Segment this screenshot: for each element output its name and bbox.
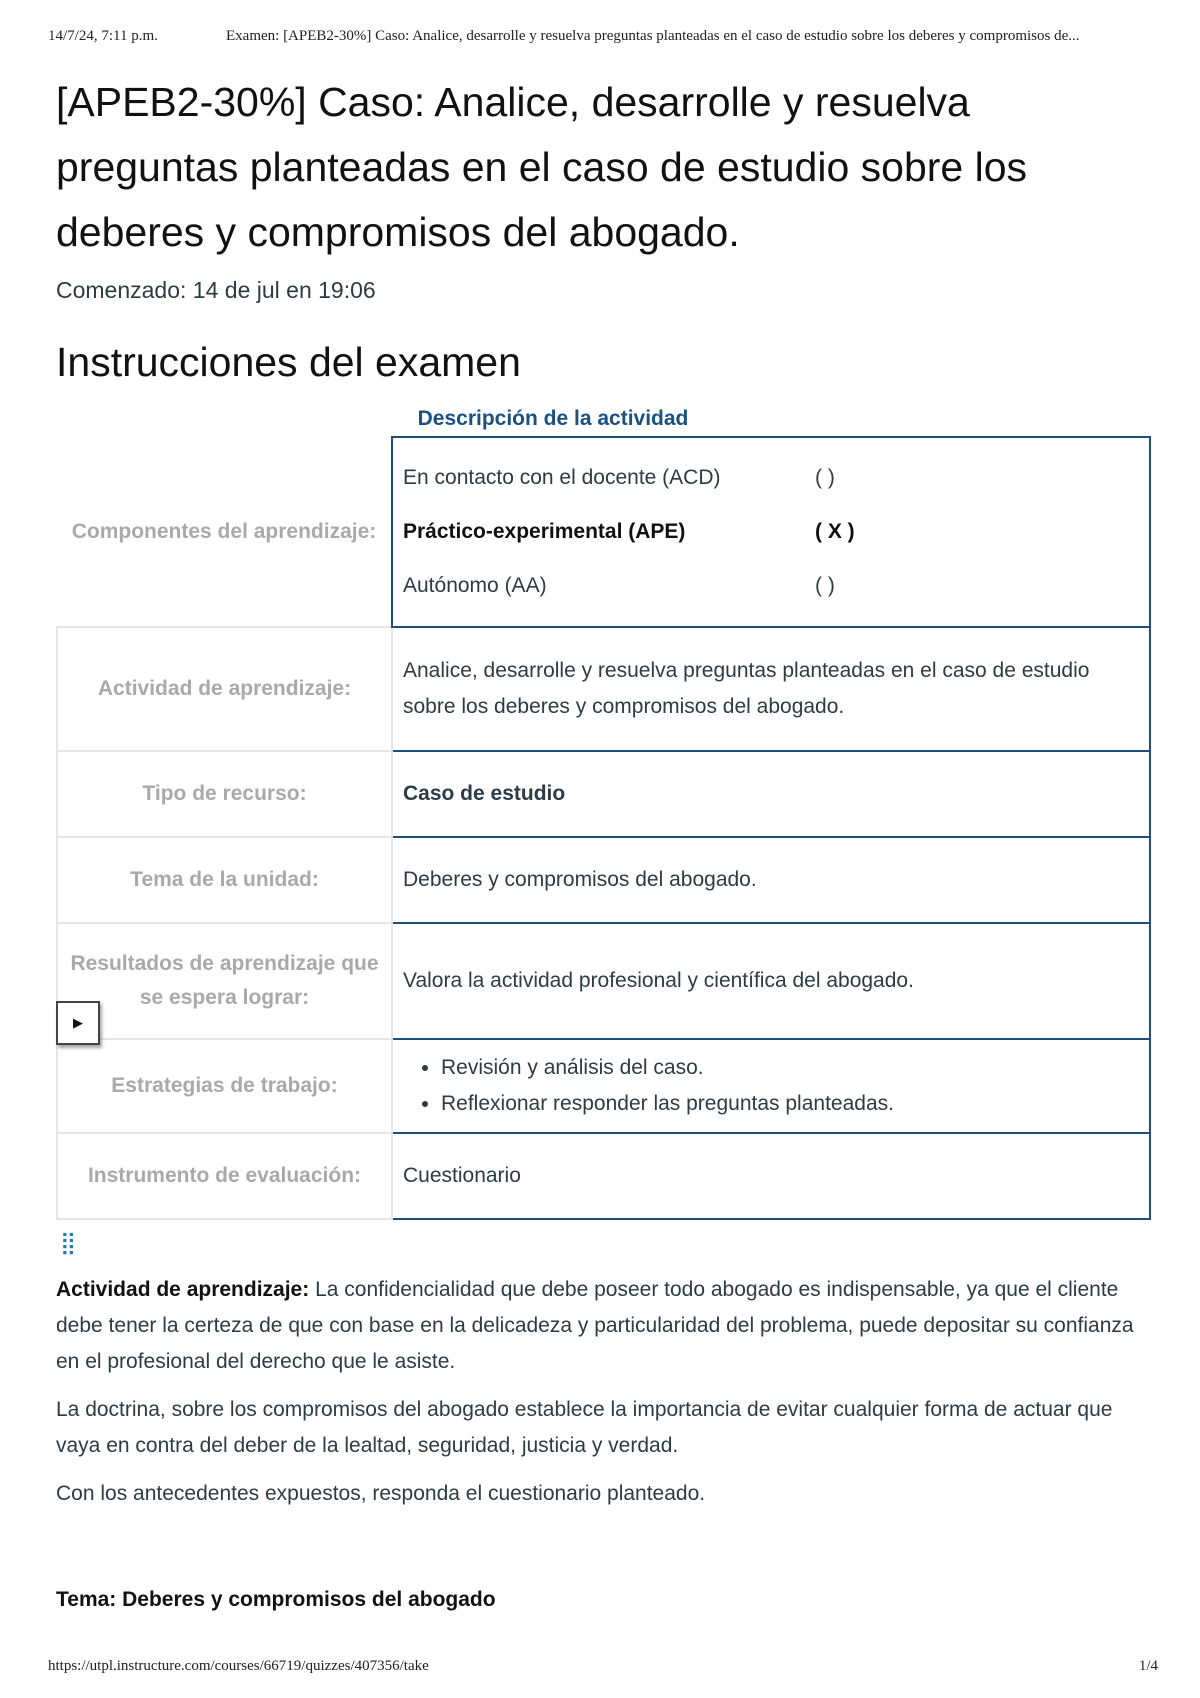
modality-mark: ( ) <box>815 574 835 597</box>
components-value <box>392 437 1150 627</box>
print-footer <box>48 1658 1158 1675</box>
resource-value: Caso de estudio <box>392 751 1150 837</box>
page-number: 1/4 <box>1138 1658 1158 1674</box>
row-outcomes <box>57 923 1150 1039</box>
row-components <box>57 437 1150 627</box>
topic-label: Tema de la unidad: <box>57 837 392 923</box>
activity-label: Actividad de aprendizaje: <box>57 627 392 751</box>
print-header <box>48 28 1158 45</box>
drag-dots-icon[interactable]: ⣿ <box>60 1230 77 1255</box>
components-label: Componentes del aprendizaje: <box>71 519 377 543</box>
row-resource <box>57 751 1150 837</box>
modality-aa <box>403 559 1139 613</box>
quiz-content <box>56 70 1156 1612</box>
print-url: https://utpl.instructure.com/courses/66719/quizzes/407356/take <box>48 1658 429 1674</box>
activity-value: Analice, desarrolle y resuelva preguntas planteadas en el caso de estudio sobre los deberes y compromisos del abogado. <box>392 627 1150 751</box>
row-evaluation <box>57 1133 1150 1219</box>
doctrine-paragraph: La doctrina, sobre los compromisos del abogado establece la importancia de evitar cualquier forma de actuar que vaya en contra del deber de la lealtad, seguridad, justicia y verdad. <box>56 1398 1113 1457</box>
row-activity <box>57 627 1150 751</box>
play-triangle-icon: ▶ <box>73 1015 83 1030</box>
row-strategies <box>57 1039 1150 1133</box>
outcomes-value: Valora la actividad profesional y científica del abogado. <box>392 923 1150 1039</box>
modality-name: Práctico-experimental (APE) <box>403 520 686 543</box>
modality-ape <box>403 505 1139 559</box>
resource-label: Tipo de recurso: <box>57 751 392 837</box>
activity-paragraph <box>56 1272 1146 1380</box>
modality-name: Autónomo (AA) <box>403 574 547 597</box>
print-datetime: 14/7/24, 7:11 p.m. <box>48 28 158 44</box>
evaluation-label: Instrumento de evaluación: <box>57 1133 392 1219</box>
modality-mark: ( ) <box>815 466 835 489</box>
table-caption-text: Descripción de la actividad <box>417 407 689 430</box>
started-timestamp: Comenzado: 14 de jul en 19:06 <box>56 277 376 303</box>
list-item: • Revisión y análisis del caso. <box>441 1050 1139 1086</box>
modality-name: En contacto con el docente (ACD) <box>403 466 721 489</box>
activity-description-table <box>56 436 1151 1220</box>
topic-value: Deberes y compromisos del abogado. <box>392 837 1150 923</box>
activity-paragraph-label: Actividad de aprendizaje: <box>56 1278 310 1301</box>
sidebar-toggle-button[interactable] <box>56 1001 100 1045</box>
modality-mark: ( X ) <box>815 520 855 543</box>
print-page-title: Examen: [APEB2-30%] Caso: Analice, desarrolle y resuelva preguntas planteadas en el caso de estudio sobre los deberes y compromisos de... <box>226 28 1080 44</box>
strategies-list <box>403 1050 1139 1122</box>
modality-acd <box>403 451 1139 505</box>
activity-paragraph-text: La confidencialidad que debe poseer todo abogado es indispensable, ya que el cliente debe tener la certeza de que con base en la delicadeza y particularidad del problema, puede depositar su confianza en el profesional del derecho que le asiste. <box>56 1278 1134 1373</box>
quiz-title: [APEB2-30%] Caso: Analice, desarrolle y resuelva preguntas planteadas en el caso de estudio sobre los deberes y compromisos del abogado. <box>56 79 1028 255</box>
outcomes-label: Resultados de aprendizaje que se espera lograr: <box>57 923 392 1039</box>
table-caption <box>56 407 1151 431</box>
evaluation-value: Cuestionario <box>392 1133 1150 1219</box>
instruction-paragraph: Con los antecedentes expuestos, responda el cuestionario planteado. <box>56 1482 706 1505</box>
instructions-heading: Instrucciones del examen <box>56 339 521 385</box>
strategies-value <box>392 1039 1150 1133</box>
row-topic <box>57 837 1150 923</box>
strategies-label: Estrategias de trabajo: <box>57 1039 392 1133</box>
topic-heading: Tema: Deberes y compromisos del abogado <box>56 1588 496 1611</box>
list-item: • Reflexionar responder las preguntas planteadas. <box>441 1086 1139 1122</box>
